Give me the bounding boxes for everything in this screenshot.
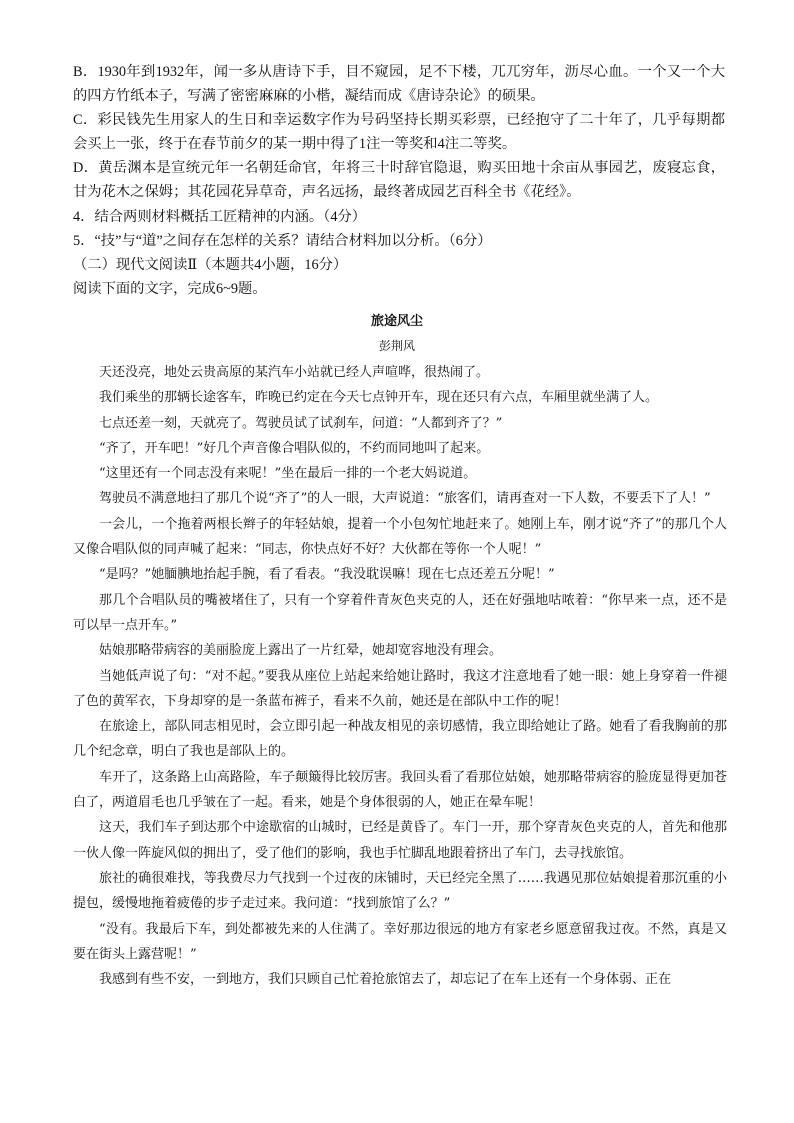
- story-paragraph: 七点还差一刻，天就亮了。驾驶员试了试刹车，问道：“人都到齐了？”: [99, 415, 503, 431]
- question-4: 4．结合两则材料概括工匠精神的内涵。（4分）: [73, 208, 367, 225]
- story-paragraph: 那几个合唱队员的嘴被堵住了，只有一个穿着件青灰色夹克的人，还在好强地咕哝着：“你早来一点，还不是可以早一点开车。”: [73, 592, 727, 633]
- story-author: 彭荆风: [378, 339, 415, 353]
- story-paragraph: 这天，我们车子到达那个中途歇宿的山城时，已经是黄昏了。车门一开，那个穿青灰色夹克的人，首先和他那一伙人像一阵旋风似的拥出了，受了他们的影响，我也手忙脚乱地跟着挤出了车门，去寻找旅馆。: [73, 820, 727, 861]
- story-paragraph: 旅社的确很难找，等我费尽力气找到一个过夜的床铺时，天已经完全黑了……我遇见那位姑娘提着那沉重的小提包，缓慢地拖着疲倦的步子走过来。我问道：“找到旅馆了么？”: [73, 870, 727, 912]
- story-paragraph: “齐了，开车吧！”好几个声音像合唱队似的，不约而同地叫了起来。: [99, 440, 490, 456]
- story-paragraph: 驾驶员不满意地扫了那几个说“齐了”的人一眼，大声说道：“旅客们，请再查对一下人数，不要丢下了人！”: [99, 491, 711, 507]
- question-5: 5．“技”与“道”之间存在怎样的关系？请结合材料加以分析。（6分）: [73, 232, 492, 249]
- story-paragraph: “这里还有一个同志没有来呢！”坐在最后一排的一个老大妈说道。: [99, 466, 477, 482]
- story-paragraph: 当她低声说了句：“对不起。”要我从座位上站起来给她让路时，我这才注意地看了她一眼：她上身穿着一件褪了色的黄军衣，下身却穿的是一条蓝布裤子，看来不久前，她还是在部队中工作的呢！: [73, 668, 727, 709]
- story-paragraph: 我们乘坐的那辆长途客车，昨晚已约定在今天七点钟开车，现在还只有六点，车厢里就坐满了人。: [99, 390, 659, 406]
- story-body: [73, 360, 727, 992]
- option-d: D．黄岳渊本是宣统元年一名朝廷命官，年将三十时辞官隐退，购买田地十余亩从事园艺，废寝忘食，甘为花木之保姆；其花园花异草奇，声名远扬，最终著成园艺百科全书《花经》。: [73, 160, 725, 201]
- reading-instruction: 阅读下面的文字，完成6~9题。: [73, 280, 267, 297]
- section-heading: （二）现代文阅读Ⅱ（本题共4小题，16分）: [73, 256, 348, 273]
- story-paragraph: 一会儿，一个拖着两根长辫子的年轻姑娘，提着一个小包匆忙地赶来了。她刚上车，刚才说“齐了”的那几个人又像合唱队似的同声喊了起来：“同志，你快点好不好？大伙都在等你一个人呢！”: [73, 516, 727, 558]
- option-c: C．彩民钱先生用家人的生日和幸运数字作为号码坚持长期买彩票，已经抱守了二十年了，几乎每期都会买上一张，终于在春节前夕的某一期中得了1注一等奖和4注二等奖。: [73, 112, 725, 153]
- option-b: B．1930年到1932年，闻一多从唐诗下手，目不窥园，足不下楼，兀兀穷年，沥尽心血。一个又一个大的四方竹纸本子，写满了密密麻麻的小楷，凝结而成《唐诗杂论》的硕果。: [73, 64, 725, 105]
- question-block: [73, 60, 725, 301]
- story-paragraph: “没有。我最后下车，到处都被先来的人住满了。幸好那边很远的地方有家老乡愿意留我过夜。不然，真是又要在街头上露营呢！”: [73, 921, 727, 962]
- story-paragraph: 在旅途上，部队同志相见时，会立即引起一种战友相见的亲切感情，我立即给她让了路。她看了看我胸前的那几个纪念章，明白了我也是部队上的。: [73, 719, 727, 760]
- story-title: 旅途风尘: [370, 314, 423, 329]
- story-paragraph: “是吗？”她腼腆地抬起手腕，看了看表。“我没耽误嘛！现在七点还差五分呢！”: [99, 567, 555, 583]
- story-paragraph: 车开了，这条路上山高路险，车子颠簸得比较厉害。我回头看了看那位姑娘，她那略带病容的脸庞显得更加苍白了，两道眉毛也几乎皱在了一起。看来，她是个身体很弱的人，她正在晕车呢！: [73, 769, 727, 811]
- story-paragraph: 我感到有些不安，一到地方，我们只顾自己忙着抢旅馆去了，却忘记了在车上还有一个身体弱、正在: [99, 972, 672, 988]
- story-paragraph: 姑娘那略带病容的美丽脸庞上露出了一片红晕，她却宽容地没有理会。: [99, 643, 503, 659]
- story-paragraph: 天还没亮，地处云贵高原的某汽车小站就已经人声喧哗，很热闹了。: [99, 365, 490, 380]
